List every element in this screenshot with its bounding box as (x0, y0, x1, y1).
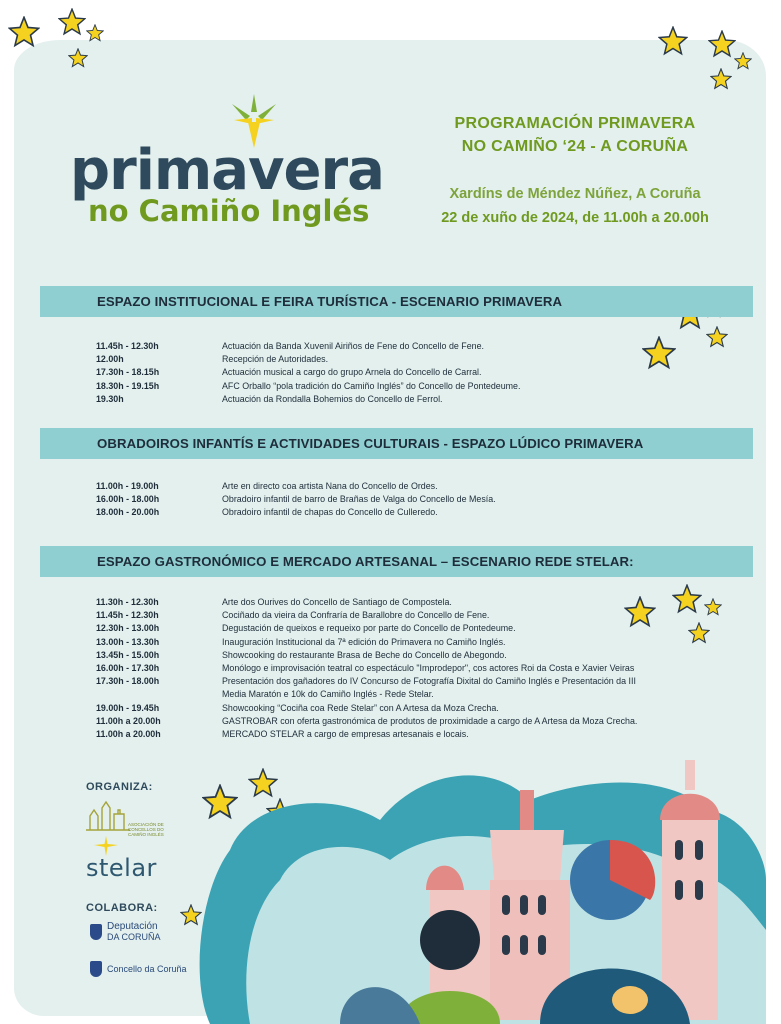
schedule-row (96, 507, 716, 520)
deputacion-name: Deputación (107, 921, 158, 932)
row-time: 19.30h (96, 393, 124, 404)
row-time: 13.00h - 13.30h (96, 636, 160, 647)
row-time: 11.00h - 19.00h (96, 481, 159, 491)
assoc-concellos-text: ASOCIACIÓN DE CONCELLOS DO CAMIÑO INGLÉS (128, 822, 164, 837)
row-time: 11.30h - 12.30h (96, 597, 159, 607)
schedule-row (96, 703, 716, 716)
schedule-row (96, 341, 716, 354)
row-time: 12.30h - 13.00h (96, 623, 160, 634)
row-time: 17.30h - 18.00h (96, 676, 160, 687)
row-desc: Degustación de queixos e requeixo por parte do Concello de Pontedeume. (222, 623, 516, 634)
row-time: 16.00h - 17.30h (96, 662, 160, 673)
row-desc: MERCADO STELAR a cargo de empresas artesanais e locais. (222, 728, 469, 739)
schedule-row (96, 663, 716, 676)
schedule-row (96, 689, 716, 702)
star-icon (8, 16, 40, 48)
row-desc: Arte dos Ourives do Concello de Santiago de Compostela. (222, 597, 452, 607)
schedule-row (96, 354, 716, 367)
row-time (96, 689, 222, 702)
row-time: 17.30h - 18.15h (96, 367, 160, 378)
schedule-row (96, 610, 716, 623)
colabora-label: COLABORA: (86, 902, 158, 914)
schedule-row (96, 394, 716, 407)
schedule-list-obradoiros (96, 481, 716, 521)
concello-name: Concello da Coruña (107, 964, 187, 974)
schedule-row (96, 367, 716, 380)
star-icon (86, 24, 104, 42)
schedule-row (96, 716, 716, 729)
row-desc: Obradoiro infantil de barro de Brañas de Valga do Concello de Mesía. (222, 494, 496, 505)
row-desc: Arte en directo coa artista Nana do Concello de Ordes. (222, 481, 438, 491)
schedule-row (96, 623, 716, 636)
section-band-gastronomico: ESPAZO GASTRONÓMICO E MERCADO ARTESANAL – ESCENARIO REDE STELAR: (40, 546, 753, 577)
logo-subtitle: no Camiño Inglés (88, 194, 370, 228)
row-time: 11.45h - 12.30h (96, 341, 159, 351)
schedule-row (96, 481, 716, 494)
stelar-star-icon (94, 836, 118, 856)
row-desc: Inauguración Institucional da 7ª edición do Primavera no Camiño Inglés. (222, 636, 506, 647)
row-time: 11.00h a 20.00h (96, 728, 161, 739)
schedule-row (96, 650, 716, 663)
stelar-wordmark: stelar (86, 854, 157, 882)
star-icon (734, 52, 752, 70)
stelar-logo (86, 836, 176, 886)
row-time: 16.00h - 18.00h (96, 494, 160, 505)
row-time: 11.45h - 12.30h (96, 610, 159, 621)
star-icon (658, 26, 688, 56)
deputacion-sub: DA CORUÑA (107, 932, 161, 942)
row-time: 18.30h - 19.15h (96, 380, 160, 391)
schedule-row (96, 494, 716, 507)
coat-of-arms-icon (90, 961, 102, 977)
row-desc: Recepción de Autoridades. (222, 354, 329, 365)
organiza-label: ORGANIZA: (86, 781, 153, 793)
schedule-row (96, 597, 716, 610)
row-time: 13.45h - 15.00h (96, 649, 160, 660)
row-time: 11.00h a 20.00h (96, 715, 161, 726)
pilgrims-city-illustration (190, 730, 766, 1024)
row-desc: Showcooking “Cociña coa Rede Stelar” con A Artesa da Moza Crecha. (222, 702, 499, 713)
section-band-institucional: ESPAZO INSTITUCIONAL E FEIRA TURÍSTICA - ESCENARIO PRIMAVERA (40, 286, 753, 317)
event-date: 22 de xuño de 2024, de 11.00h a 20.00h (441, 210, 709, 226)
event-header (410, 112, 740, 226)
deputacion-logo (90, 922, 161, 942)
primavera-logo (66, 90, 384, 240)
concello-logo (90, 961, 187, 977)
row-desc: Monólogo e improvisación teatral co espectáculo "Improdepor", cos actores Roi da Costa e Xavier Veiras (222, 662, 635, 673)
schedule-row (96, 381, 716, 394)
star-icon (58, 8, 86, 36)
row-desc: Actuación da Rondalla Bohemios do Concello de Ferrol. (222, 393, 443, 404)
row-time: 12.00h (96, 354, 124, 365)
event-place: Xardíns de Méndez Núñez, A Coruña (449, 186, 701, 202)
row-desc: AFC Orballo “pola tradición do Camiño Inglés” do Concello de Pontedeume. (222, 380, 521, 391)
row-desc: Cociñado da vieira da Confraría de Barallobre do Concello de Fene. (222, 610, 490, 621)
star-icon (708, 30, 736, 58)
row-time: 19.00h - 19.45h (96, 702, 160, 713)
event-title-line1: PROGRAMACIÓN PRIMAVERA (454, 115, 696, 132)
row-desc: Media Maratón e 10k do Camiño Inglés - Rede Stelar. (222, 689, 434, 700)
schedule-row (96, 637, 716, 650)
row-desc: Obradoiro infantil de chapas do Concello de Culleredo. (222, 507, 438, 518)
row-desc: Actuación musical a cargo do grupo Arnela do Concello de Carral. (222, 367, 482, 378)
coat-of-arms-icon (90, 924, 102, 940)
schedule-row (96, 676, 716, 689)
star-icon (710, 68, 732, 90)
event-title-line2: NO CAMIÑO ‘24 - A CORUÑA (461, 138, 689, 155)
row-desc: GASTROBAR con oferta gastronómica de produtos de proximidade a cargo de A Artesa da Moza Crecha. (222, 715, 638, 726)
schedule-list-institucional (96, 341, 716, 407)
row-time: 18.00h - 20.00h (96, 507, 160, 518)
section-band-obradoiros: OBRADOIROS INFANTÍS E ACTIVIDADES CULTURAIS - ESPAZO LÚDICO PRIMAVERA (40, 428, 753, 459)
cathedral-outline-icon (84, 800, 132, 836)
row-desc: Showcooking do restaurante Brasa de Beche do Concello de Abegondo. (222, 649, 507, 660)
schedule-list-gastronomico (96, 597, 716, 742)
star-icon (68, 48, 88, 68)
logo-wordmark: primavera (70, 138, 384, 203)
row-desc: Presentación dos gañadores do IV Concurso de Fotografía Dixital do Camiño Inglés e Presentación da III (222, 676, 636, 687)
row-desc: Actuación da Banda Xuvenil Airiños de Fene do Concello de Fene. (222, 341, 484, 351)
